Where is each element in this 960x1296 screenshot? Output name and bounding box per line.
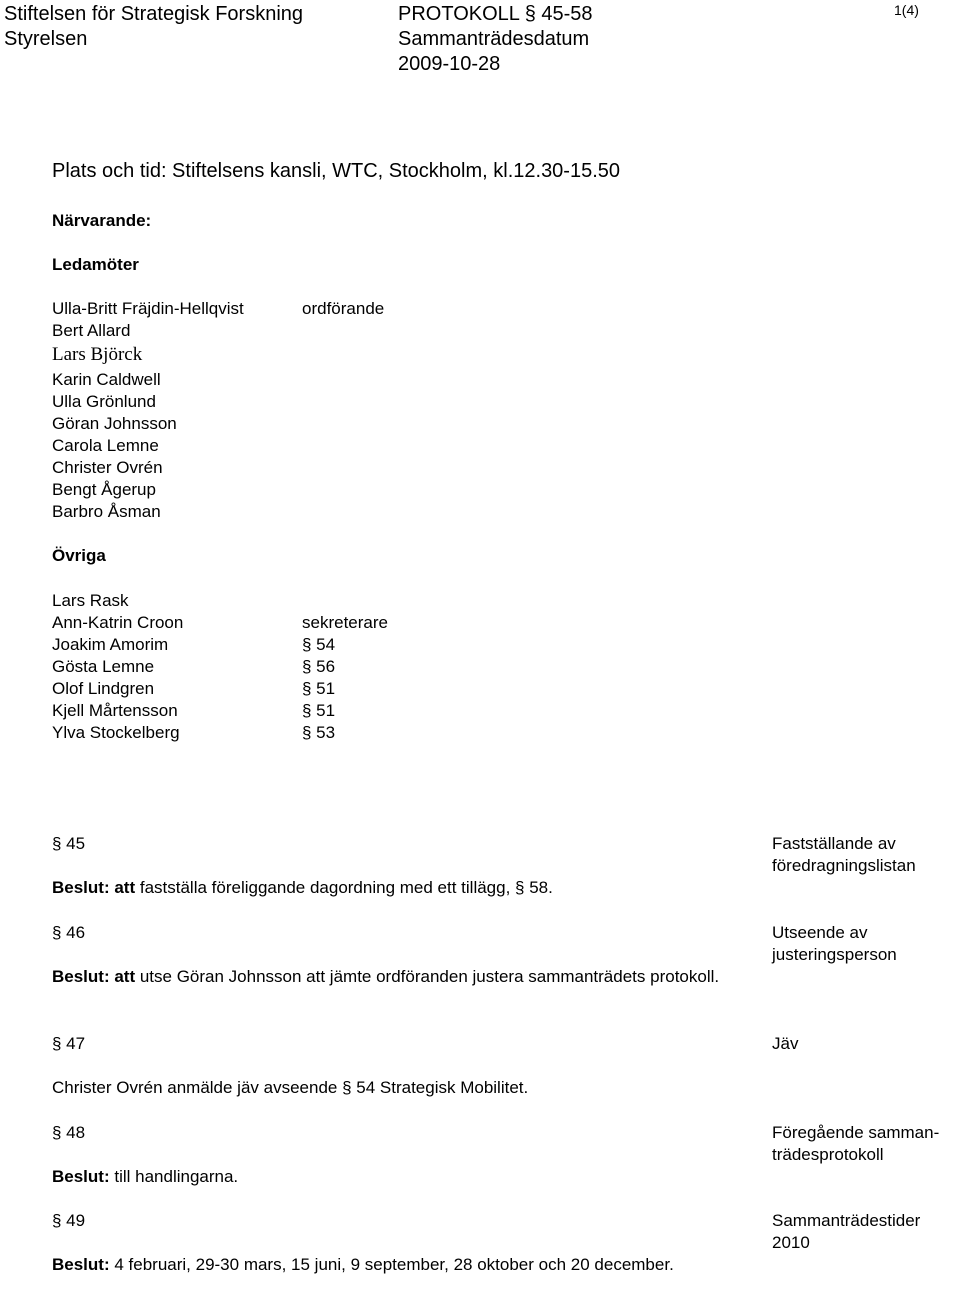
members-heading: Ledamöter	[52, 255, 139, 274]
section-title: Sammanträdestider	[772, 1211, 921, 1230]
member-name: Christer Ovrén	[52, 458, 163, 477]
section-title: Utseende av	[772, 923, 868, 942]
section-title: Föregående samman-	[772, 1123, 940, 1142]
section-title: Fastställande av	[772, 834, 896, 853]
section-number: § 45	[52, 834, 86, 853]
other-name: Gösta Lemne	[52, 657, 155, 676]
member-name: Lars Björck	[52, 344, 143, 365]
section-title-cont: justeringsperson	[772, 945, 897, 964]
section-decision	[52, 1166, 238, 1188]
decision-text: utse Göran Johnsson att jämte ordföranden justera sammanträdets protokoll.	[135, 967, 720, 986]
place-and-time: Plats och tid: Stiftelsens kansli, WTC, Stockholm, kl.12.30-15.50	[52, 160, 621, 182]
member-name: Bert Allard	[52, 321, 131, 340]
org-name: Stiftelsen för Strategisk Forskning	[4, 3, 304, 25]
page-number: 1(4)	[894, 2, 919, 18]
section-decision	[52, 1254, 712, 1276]
member-name: Bengt Ågerup	[52, 480, 156, 499]
section-title-cont: föredragningslistan	[772, 856, 916, 875]
other-name: Lars Rask	[52, 591, 129, 610]
decision-label: Beslut: att	[52, 967, 136, 986]
other-name: Kjell Mårtensson	[52, 701, 178, 720]
member-role: ordförande	[302, 299, 385, 318]
section-title-cont: trädesprotokoll	[772, 1145, 884, 1164]
protocol-title: PROTOKOLL § 45-58	[398, 3, 593, 25]
decision-label: Beslut: att	[52, 878, 136, 897]
others-heading: Övriga	[52, 546, 106, 565]
other-name: Olof Lindgren	[52, 679, 155, 698]
member-name: Göran Johnsson	[52, 414, 177, 433]
section-title-cont: 2010	[772, 1233, 810, 1252]
section-number: § 48	[52, 1123, 86, 1142]
member-name: Ulla Grönlund	[52, 392, 156, 411]
member-name: Karin Caldwell	[52, 370, 161, 389]
other-role: § 56	[302, 657, 336, 676]
other-name: Ann-Katrin Croon	[52, 613, 184, 632]
member-name: Barbro Åsman	[52, 502, 161, 521]
section-decision	[52, 966, 732, 988]
other-name: Ylva Stockelberg	[52, 723, 180, 742]
section-decision	[52, 877, 553, 899]
section-number: § 47	[52, 1034, 86, 1053]
decision-label: Beslut:	[52, 1255, 110, 1274]
decision-label: Beslut:	[52, 1167, 110, 1186]
org-unit: Styrelsen	[4, 28, 88, 50]
other-role: § 53	[302, 723, 336, 742]
other-role: sekreterare	[302, 613, 388, 632]
decision-text: till handlingarna.	[109, 1167, 239, 1186]
other-role: § 51	[302, 701, 336, 720]
section-title: Jäv	[772, 1034, 799, 1053]
other-role: § 54	[302, 635, 336, 654]
member-name: Ulla-Britt Fräjdin-Hellqvist	[52, 299, 244, 318]
section-number: § 46	[52, 923, 86, 942]
present-heading: Närvarande:	[52, 211, 152, 230]
section-text: Christer Ovrén anmälde jäv avseende § 54 Strategisk Mobilitet.	[52, 1078, 529, 1097]
decision-text: 4 februari, 29-30 mars, 15 juni, 9 september, 28 oktober och 20 december.	[109, 1255, 674, 1274]
meeting-date-label: Sammanträdesdatum	[398, 28, 590, 50]
other-role: § 51	[302, 679, 336, 698]
decision-text: fastställa föreliggande dagordning med ett tillägg, § 58.	[135, 878, 553, 897]
meeting-date: 2009-10-28	[398, 53, 501, 75]
other-name: Joakim Amorim	[52, 635, 169, 654]
member-name: Carola Lemne	[52, 436, 159, 455]
section-number: § 49	[52, 1211, 86, 1230]
